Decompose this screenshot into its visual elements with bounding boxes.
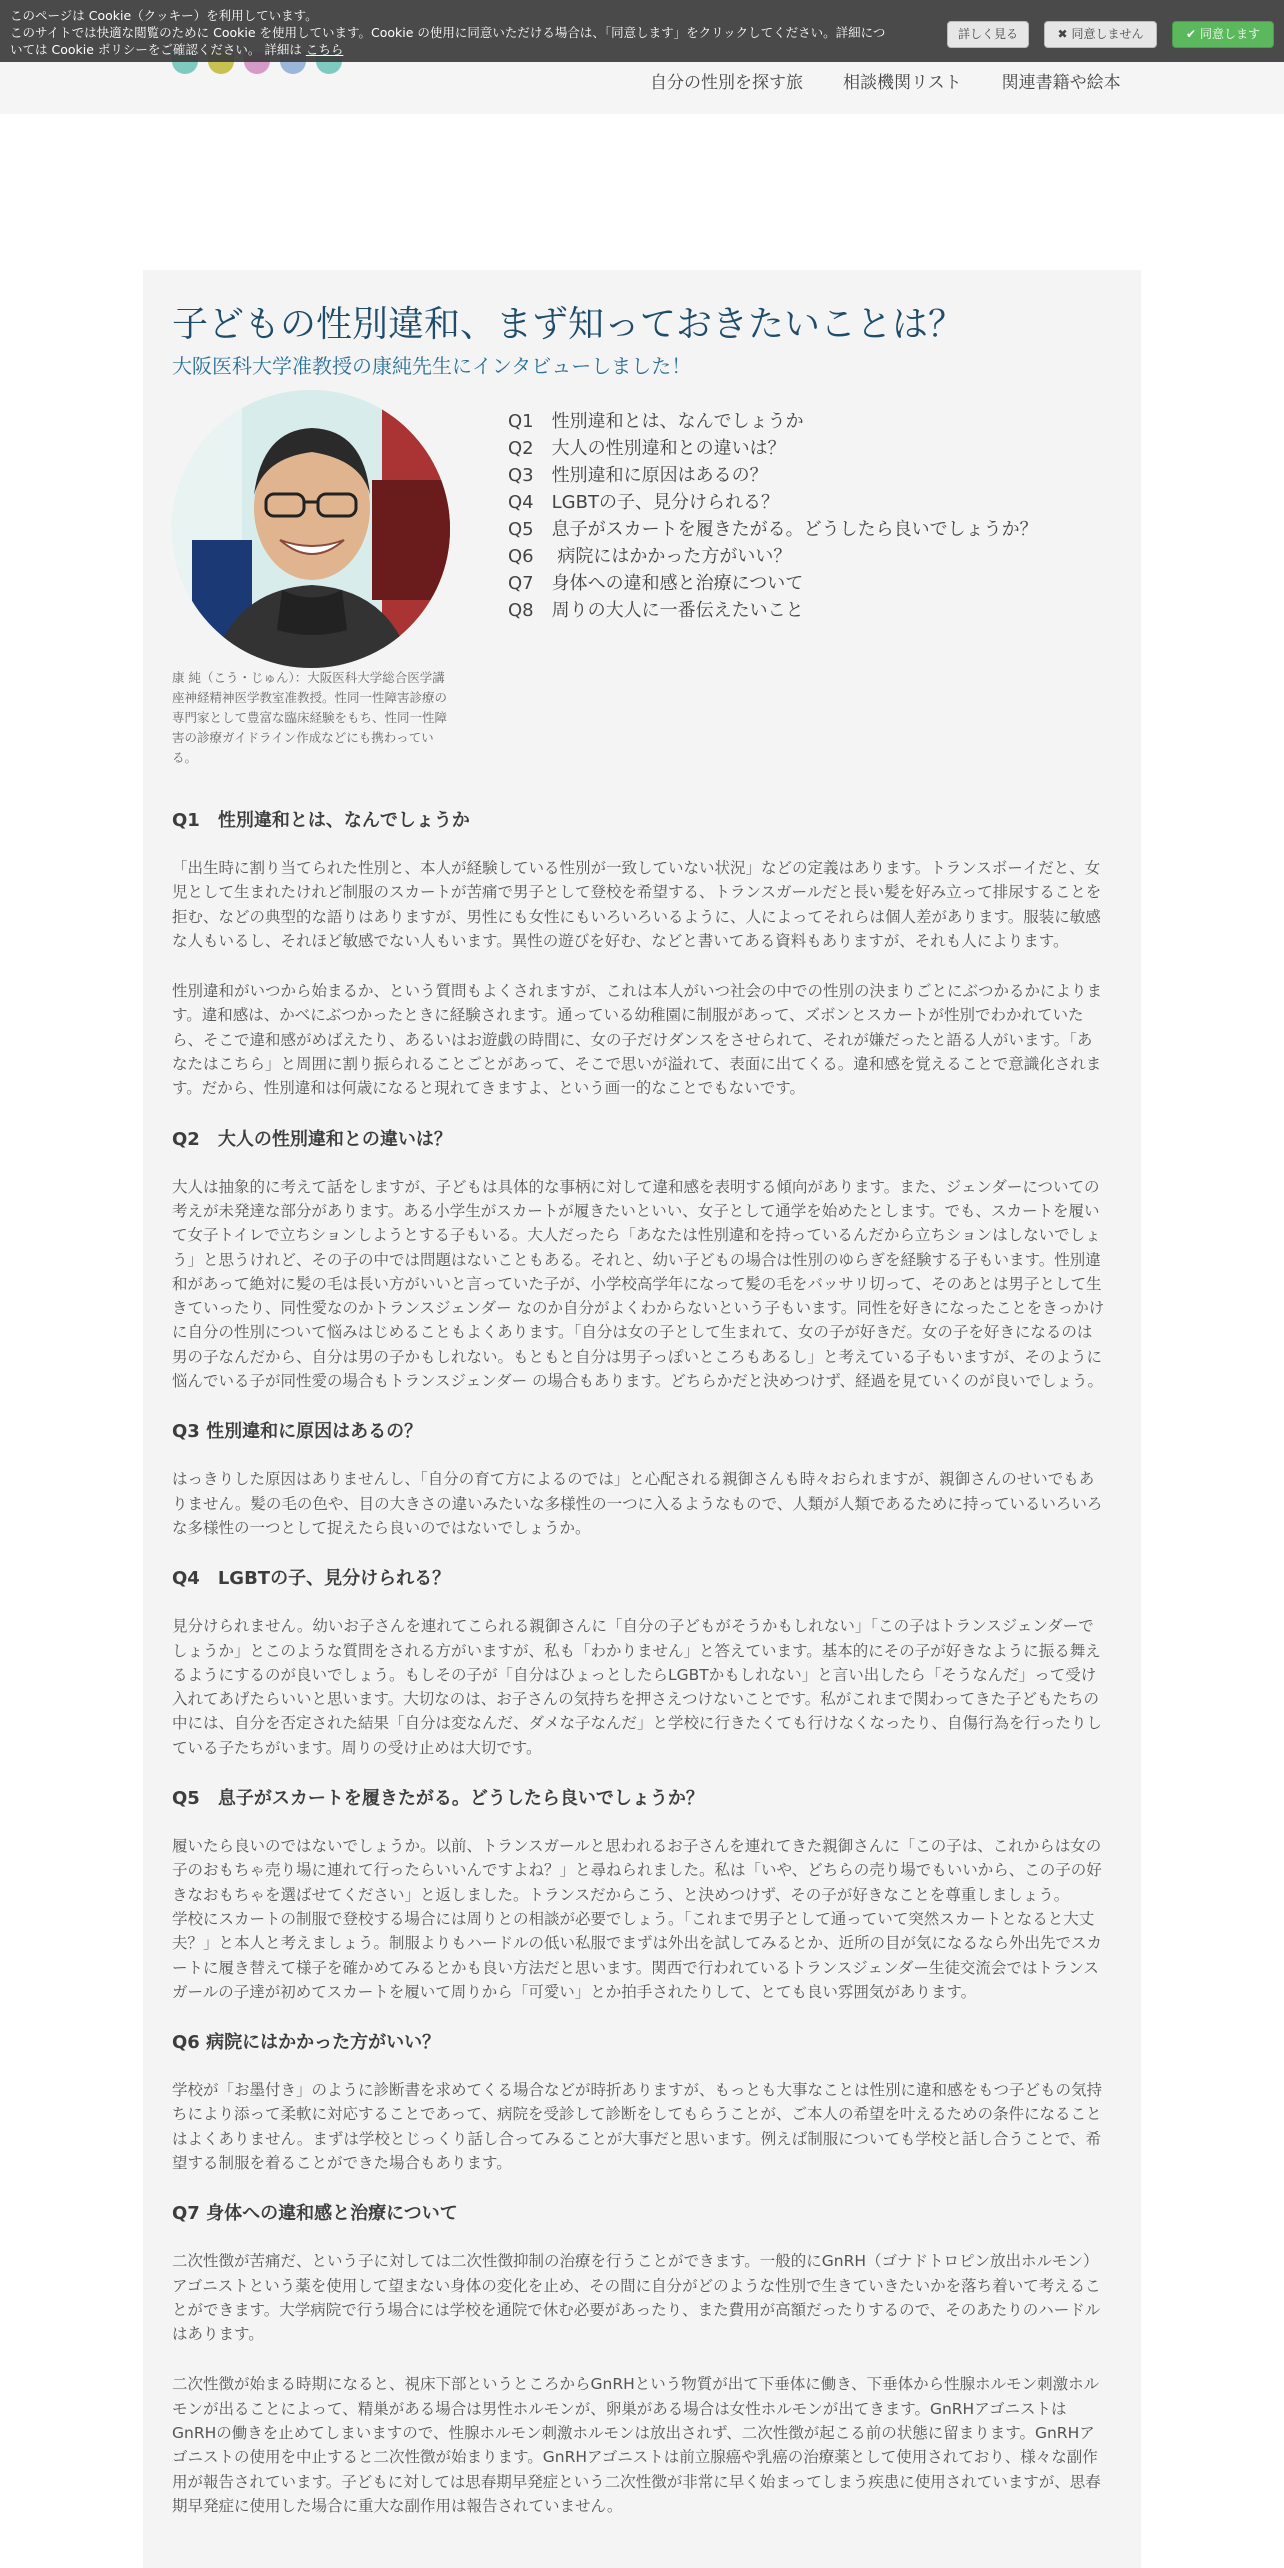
q5-paragraph-1: 履いたら良いのではないでしょうか。以前、トランスガールと思われるお子さんを連れてきた親御さんに「この子は、これからは女の子のおもちゃ売り場に連れて行ったらいいんですよね？」と尋ねられました。私は「いや、どちらの売り場でもいいから、この子の好きなおもちゃを選ばせてください」と返しました。トランスだからこう、と決めつけず、その子が好きなことを尊重しましょう。 bbox=[172, 1837, 1102, 1904]
cookie-details-link[interactable]: こちら bbox=[305, 42, 344, 57]
q3-heading: Q3 性別違和に原因はあるの？ bbox=[172, 1421, 423, 1443]
article-card bbox=[143, 270, 1141, 2568]
cookie-line-1: このページは Cookie（クッキー）を利用しています。 bbox=[10, 8, 318, 23]
q5-paragraph-2: 学校にスカートの制服で登校する場合には周りとの相談が必要でしょう。「これまで男子として通っていて突然スカートとなると大丈夫？」と本人と考えましょう。制服よりもハードルの低い私服でまずは外出を試してみるとか、近所の目が気になるなら外出先でスカートに履き替えて様子を確かめてみるとかも良い方法だと思います。関西で行われているトランスジェンダー生徒交流会ではトランスガールの子達が初めてスカートを履いて周りから「可愛い」とか拍手されたりして、とても良い雰囲気があります。 bbox=[172, 1909, 1103, 2001]
page-subtitle: 大阪医科大学准教授の康純先生にインタビューしました！ bbox=[172, 354, 692, 378]
q5-heading: Q5 息子がスカートを履きたがる。どうしたら良いでしょうか？ bbox=[172, 1788, 704, 1810]
toc-item-q3[interactable]: Q3 性別違和に原因はあるの？ bbox=[508, 465, 768, 486]
q4-heading: Q4 LGBTの子、見分けられる？ bbox=[172, 1568, 451, 1590]
toc-item-q4[interactable]: Q4 LGBTの子、見分けられる？ bbox=[508, 492, 779, 513]
toc-item-q5[interactable]: Q5 息子がスカートを履きたがる。どうしたら良いでしょうか？ bbox=[508, 519, 1038, 540]
cookie-decline-label: 同意しません bbox=[1071, 27, 1144, 41]
nav-item-consultation-list[interactable]: 相談機関リスト bbox=[843, 73, 962, 93]
toc-item-q7[interactable]: Q7 身体への違和感と治療について bbox=[508, 573, 804, 594]
cookie-more-label: 詳しく見る bbox=[957, 27, 1018, 41]
q1-paragraph-1: 「出生時に割り当てられた性別と、本人が経験している性別が一致していない状況」などの定義はあります。トランスボーイだと、女児として生まれたけれど制服のスカートが苦痛で男子として登校を希望する、トランスガールだと長い髪を好み立って排尿することを拒む、などの典型的な語りはありますが、男性にも女性にもいろいろいるように、人によってそれらは個人差があります。服装に敏感な人もいるし、それほど敏感でない人もいます。異性の遊びを好む、などと書いてある資料もありますが、それも人によります。 bbox=[172, 859, 1102, 950]
cookie-consent-bar bbox=[0, 0, 1284, 62]
q2-heading: Q2 大人の性別違和との違いは？ bbox=[172, 1128, 452, 1150]
table-of-contents bbox=[508, 408, 1038, 624]
toc-item-q8[interactable]: Q8 周りの大人に一番伝えたいこと bbox=[508, 600, 804, 621]
page-title: 子どもの性別違和、まず知っておきたいことは？ bbox=[172, 304, 965, 345]
cookie-more-button[interactable] bbox=[947, 21, 1029, 48]
q1-paragraph-2: 性別違和がいつから始まるか、という質問もよくされますが、これは本人がいつ社会の中での性別の決まりごとにぶつかるかによります。違和感は、かべにぶつかったときに経験されます。通っている幼稚園に制服があって、ズボンとスカートが性別でわかれていたら、そこで違和感がめばえたり、あるいはお遊戯の時間に、女の子だけダンスをさせられて、それが嫌だったと語る人がいます。「あなたはこちら」と周囲に割り振られることごとがあって、そこで思いが溢れて、表面に出てくる。違和感を覚えることで意識化されます。だから、性別違和は何歳になると現れてきますよ、という画一的なことでもないです。 bbox=[172, 982, 1103, 1098]
toc-item-q2[interactable]: Q2 大人の性別違和との違いは？ bbox=[508, 438, 786, 459]
nav-item-books[interactable]: 関連書籍や絵本 bbox=[1001, 73, 1121, 93]
cookie-line-2: このサイトでは快適な閲覧のために Cookie を使用しています。Cookie の使用に同意いただける場合は、「同意します」をクリックしてください。詳細につ bbox=[10, 25, 886, 40]
toc-item-q6[interactable]: Q6 病院にはかかった方がいい？ bbox=[508, 546, 792, 567]
article-body bbox=[172, 808, 1106, 2544]
close-icon: ✖ bbox=[1057, 27, 1068, 41]
interviewee-photo bbox=[172, 390, 450, 668]
q1-heading: Q1 性別違和とは、なんでしょうか bbox=[172, 810, 470, 831]
cookie-message bbox=[10, 7, 910, 58]
cookie-accept-label: 同意します bbox=[1200, 27, 1261, 41]
cookie-line-3 bbox=[10, 41, 910, 58]
nav-item-gender-journey[interactable]: 自分の性別を探す旅 bbox=[650, 73, 803, 93]
cookie-accept-button[interactable] bbox=[1172, 21, 1274, 48]
q3-paragraph-1: はっきりした原因はありませんし、「自分の育て方によるのでは」と心配される親御さんも時々おられますが、親御さんのせいでもありません。髪の毛の色や、目の大きさの違いみたいな多様性の一つに入るようなもので、人類が人類であるために持っているいろいろな多様性の一つとして捉えたら良いのではないでしょうか。 bbox=[172, 1470, 1103, 1537]
q6-paragraph-1: 学校が「お墨付き」のように診断書を求めてくる場合などが時折ありますが、もっとも大事なことは性別に違和感をもつ子どもの気持ちにより添って柔軟に対応することであって、病院を受診して診断をしてもらうことが、ご本人の希望を叶えるための条件になることはよくありません。まずは学校とじっくり話し合ってみることが大事だと思います。例えば制服についても学校と話し合うことで、希望する制服を着ることができた場合もあります。 bbox=[172, 2081, 1103, 2172]
main-nav bbox=[650, 68, 1121, 93]
cookie-decline-button[interactable] bbox=[1044, 21, 1157, 48]
q7-paragraph-2: 二次性徴が始まる時期になると、視床下部というところからGnRHという物質が出て下垂体に働き、下垂体から性腺ホルモン刺激ホルモンが出ることによって、精巣がある場合は男性ホルモンが、卵巣がある場合は女性ホルモンが出てきます。GnRHアゴニストはGnRHの働きを止めてしまいますので、性腺ホルモン刺激ホルモンは放出されず、二次性徴が起こる前の状態に留まります。GnRHアゴニストの使用を中止すると二次性徴が始まります。GnRHアゴニストは前立腺癌や乳癌の治療薬として使用されており、様々な副作用が報告されています。子どもに対しては思春期早発症という二次性徴が非常に早く始まってしまう疾患に使用されていますが、思春期早発症に使用した場合に重大な副作用は報告されていません。 bbox=[172, 2375, 1101, 2515]
cookie-line-3-text: いては Cookie ポリシーをご確認ください。 詳細は bbox=[10, 42, 302, 57]
q4-paragraph-1: 見分けられません。幼いお子さんを連れてこられる親御さんに「自分の子どもがそうかもしれない」「この子はトランスジェンダーでしょうか」とこのような質問をされる方がいますが、私も「わかりません」と答えています。基本的にその子が好きなように振る舞えるようにするのが良いでしょう。もしその子が「自分はひょっとしたらLGBTかもしれない」と言い出したら「そうなんだ」って受け入れてあげたらいいと思います。大切なのは、お子さんの気持ちを押さえつけないことです。私がこれまで関わってきた子どもたちの中には、自分を否定された結果「自分は変なんだ、ダメな子なんだ」と学校に行きたくても行けなくなったり、自傷行為を行ったりしている子たちがいます。周りの受け止めは大切です。 bbox=[172, 1617, 1103, 1757]
q6-heading: Q6 病院にはかかった方がいい？ bbox=[172, 2032, 441, 2054]
interviewee-caption: 康 純（こう・じゅん）：大阪医科大学総合医学講座神経精神医学教室准教授。性同一性障害診療の専門家として豊富な臨床経験をもち、性同一性障害の診療ガイドライン作成などにも携わっている。 bbox=[172, 670, 448, 765]
check-icon: ✔ bbox=[1185, 27, 1197, 41]
toc-item-q1[interactable]: Q1 性別違和とは、なんでしょうか bbox=[508, 411, 804, 432]
q7-heading: Q7 身体への違和感と治療について bbox=[172, 2203, 458, 2225]
q2-paragraph-1: 大人は抽象的に考えて話をしますが、子どもは具体的な事柄に対して違和感を表明する傾向があります。また、ジェンダーについての考えが未発達な部分があります。ある小学生がスカートが履きたいといい、女子として通学を始めたとします。でも、スカートを履いて女子トイレで立ちションしようとする子もいる。大人だったら「あなたは性別違和を持っているんだから立ちションはしないでしょう」と思うけれど、その子の中では問題はないこともある。それと、幼い子どもの場合は性別のゆらぎを経験する子もいます。性別違和があって絶対に髪の毛は長い方がいいと言っていた子が、小学校高学年になって髪の毛をバッサリ切って、そのあとは男子として生きていったり、同性愛なのかトランスジェンダー なのか自分がよくわからないという子もいます。同性を好きになったことをきっかけに自分の性別について悩みはじめることもよくあります。「自分は女の子として生まれて、女の子が好きだ。女の子を好きになるのは男の子なんだから、自分は男の子かもしれない。もともと自分は男子っぽいところもあるし」と考えている子もいますが、そのように悩んでいる子が同性愛の場合もトランスジェンダー の場合もあります。どちらかだと決めつけず、経過を見ていくのが良いでしょう。 bbox=[172, 1177, 1105, 1391]
q7-paragraph-1: 二次性徴が苦痛だ、という子に対しては二次性徴抑制の治療を行うことができます。一般的にGnRH（ゴナドトロピン放出ホルモン）アゴニストという薬を使用して望まない身体の変化を止め、その間に自分がどのような性別で生きていきたいかを落ち着いて考えることができます。大学病院で行う場合には学校を通院で休む必要があったり、また費用が高額だったりするので、そのあたりのハードルはあります。 bbox=[172, 2252, 1101, 2344]
